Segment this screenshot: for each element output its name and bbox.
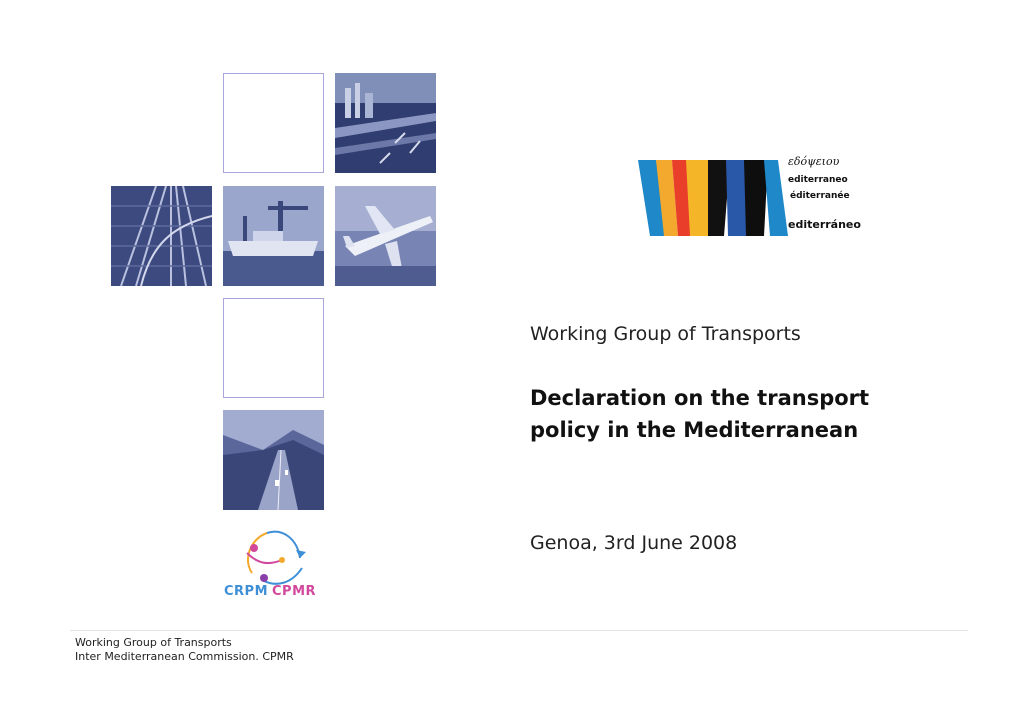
logo-french-text: éditerranée [790, 191, 850, 201]
airplane-photo [335, 186, 436, 286]
highway-photo [223, 410, 324, 510]
footer [75, 636, 294, 664]
empty-tile-middle [223, 298, 324, 398]
railway-tracks-photo [111, 186, 212, 286]
mediterraneo-logo [638, 155, 898, 237]
nm-bars-graphic [638, 160, 788, 236]
footer-line-2: Inter Mediterranean Commission. CPMR [75, 650, 294, 663]
title-line-2: policy in the Mediterranean [530, 418, 859, 442]
port-aerial-photo [335, 73, 436, 173]
footer-divider [70, 630, 968, 631]
empty-tile-top [223, 73, 324, 173]
document-title [530, 382, 910, 446]
footer-line-1: Working Group of Transports [75, 636, 232, 649]
cpmr-logo-text [224, 584, 316, 599]
logo-spanish-text: editerráneo [788, 218, 861, 231]
cpmr-logo-crpm: CRPM [224, 584, 269, 599]
cpmr-logo-cpmr: CPMR [272, 584, 317, 599]
event-date: Genoa, 3rd June 2008 [530, 532, 738, 554]
subtitle: Working Group of Transports [530, 323, 801, 345]
logo-greek-text: εδόψειου [788, 155, 840, 168]
logo-italian-text: editerraneo [788, 175, 848, 185]
title-line-1: Declaration on the transport [530, 386, 870, 410]
cargo-ship-photo [223, 186, 324, 286]
